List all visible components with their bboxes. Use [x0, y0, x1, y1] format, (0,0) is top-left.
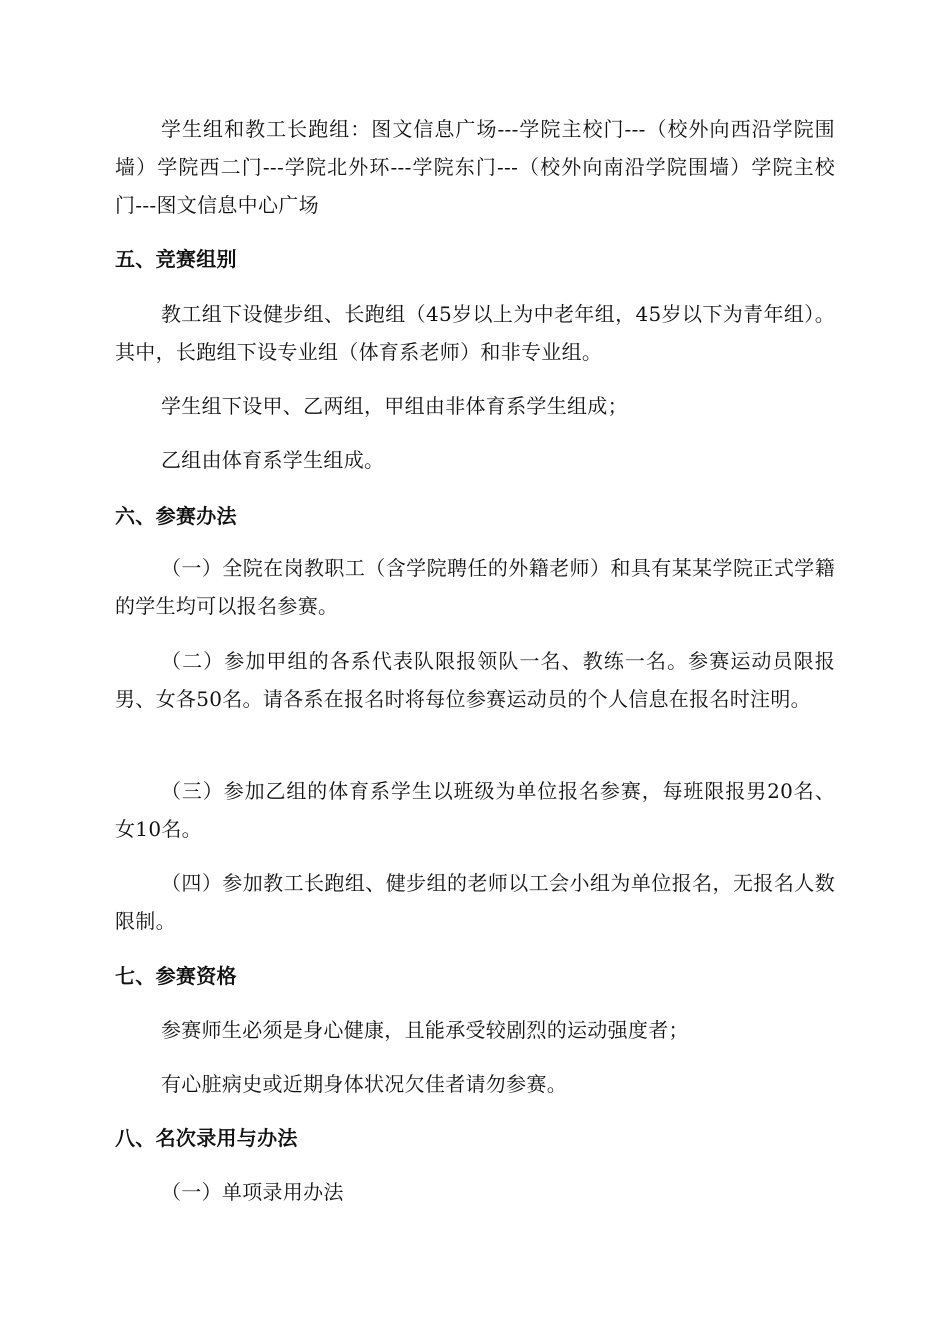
route-paragraph: 学生组和教工长跑组：图文信息广场---学院主校门---（校外向西沿学院围墙）学院西二门---学院北外环---学院东门---（校外向南沿学院围墙）学院主校门---图文信息中心广场: [115, 117, 835, 217]
section-8-heading: 八、名次录用与办法: [115, 1126, 298, 1150]
section-6-paragraph-4: （四）参加教工长跑组、健步组的老师以工会小组为单位报名，无报名人数限制。: [115, 871, 835, 933]
section-6-paragraph-2: （二）参加甲组的各系代表队限报领队一名、教练一名。参赛运动员限报男、女各50名。请各系在报名时将每位参赛运动员的个人信息在报名时注明。: [115, 649, 835, 711]
section-6-paragraph-1: （一）全院在岗教职工（含学院聘任的外籍老师）和具有某某学院正式学籍的学生均可以报名参赛。: [115, 556, 835, 618]
section-8-paragraph-1: （一）单项录用办法: [161, 1180, 344, 1204]
section-5-paragraph-1: 教工组下设健步组、长跑组（45岁以上为中老年组，45岁以下为青年组）。其中，长跑组下设专业组（体育系老师）和非专业组。: [115, 302, 835, 364]
section-6-heading: 六、参赛办法: [115, 504, 237, 528]
section-5-paragraph-3: 乙组由体育系学生组成。: [161, 448, 385, 472]
section-5-heading: 五、竞赛组别: [115, 247, 237, 271]
section-7-heading: 七、参赛资格: [115, 964, 237, 988]
section-7-paragraph-2: 有心脏病史或近期身体状况欠佳者请勿参赛。: [161, 1072, 567, 1096]
section-6-paragraph-3: （三）参加乙组的体育系学生以班级为单位报名参赛，每班限报男20名、女10名。: [115, 779, 835, 841]
section-7-paragraph-1: 参赛师生必须是身心健康，且能承受较剧烈的运动强度者；: [161, 1018, 689, 1042]
section-5-paragraph-2: 学生组下设甲、乙两组，甲组由非体育系学生组成；: [161, 394, 628, 418]
